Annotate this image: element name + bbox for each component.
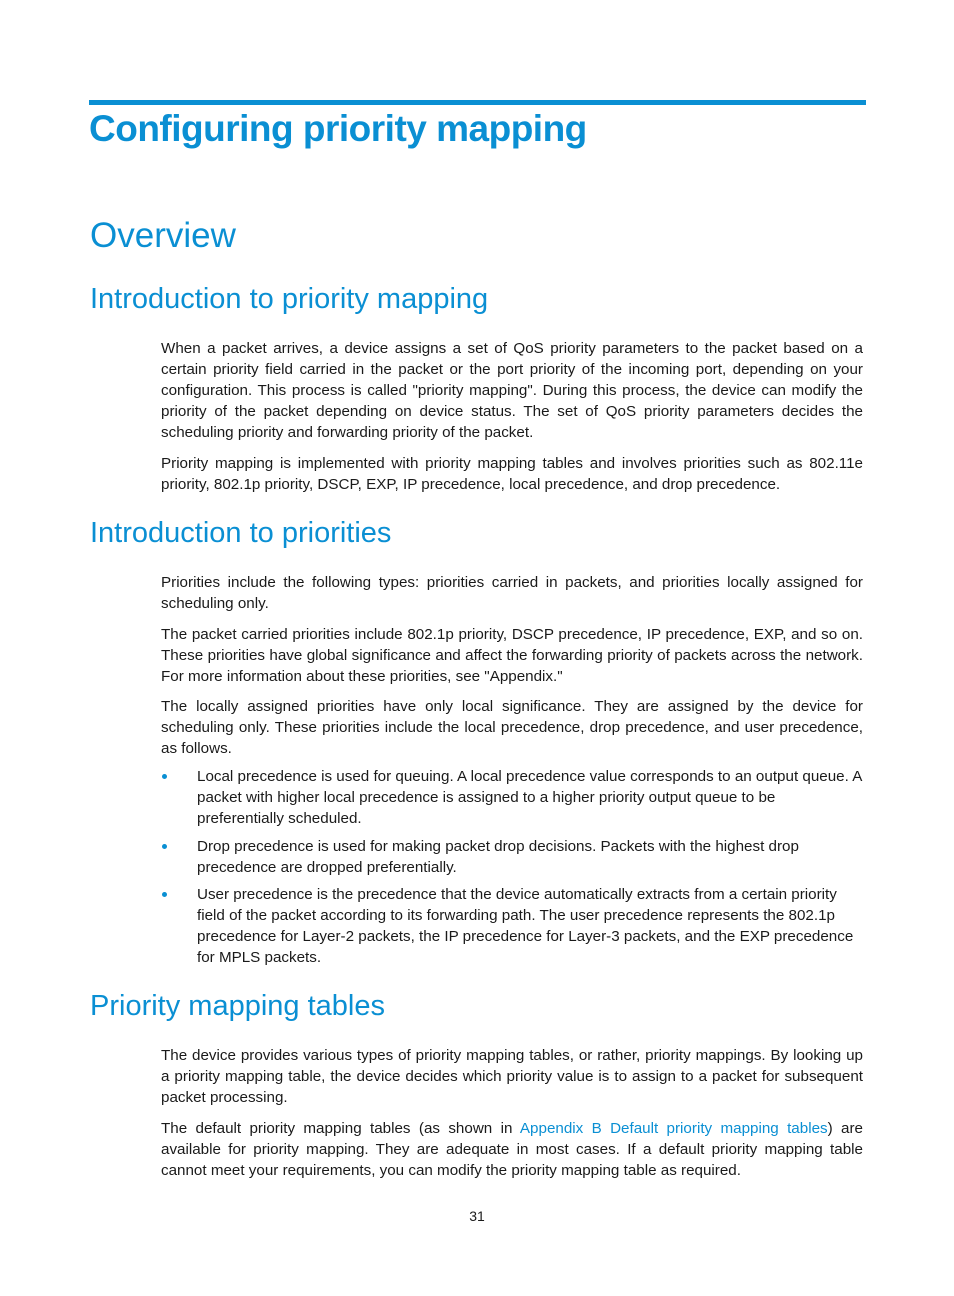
- paragraph: Priorities include the following types: priorities carried in packets, and priorities locally assigned for scheduling only.: [161, 574, 863, 612]
- paragraph: Priority mapping is implemented with priority mapping tables and involves priorities such as 802.11e priority, 802.1p priority, DSCP, EXP, IP precedence, local precedence, and drop precedence.: [161, 455, 863, 493]
- list-item: [161, 884, 863, 968]
- section-heading-intro-priority-mapping: Introduction to priority mapping: [90, 283, 489, 315]
- chapter-top-rule: [89, 100, 866, 105]
- list-item: [161, 836, 863, 878]
- paragraph: The packet carried priorities include 802.1p priority, DSCP precedence, IP precedence, EXP, and so on. These priorities have global significance and affect the forwarding priority of packets across the network. For more information about these priorities, see "Appendix.": [161, 626, 863, 685]
- paragraph: The device provides various types of priority mapping tables, or rather, priority mappings. By looking up a priority mapping table, the device decides which priority value is to assign to a packet for subsequent packet processing.: [161, 1047, 863, 1106]
- section-heading-priority-mapping-tables: Priority mapping tables: [90, 990, 385, 1022]
- chapter-title: Configuring priority mapping: [89, 108, 587, 149]
- paragraph: The locally assigned priorities have only local significance. They are assigned by the device for scheduling only. These priorities include the local precedence, drop precedence, and user precedence, as follows.: [161, 698, 863, 757]
- paragraph-text: ) are available for priority mapping. They are adequate in most cases. If a default priority mapping table cannot meet your requirements, you can modify the priority mapping table as required.: [161, 1120, 863, 1179]
- overview-heading: Overview: [90, 216, 236, 255]
- paragraph-text: The default priority mapping tables (as shown in: [161, 1120, 520, 1137]
- list-item-text: Drop precedence is used for making packet drop decisions. Packets with the highest drop precedence are dropped preferentially.: [197, 838, 799, 876]
- list-item: [161, 766, 863, 829]
- list-item-text: Local precedence is used for queuing. A local precedence value corresponds to an output queue. A packet with higher local precedence is assigned to a higher priority output queue to be preferentially scheduled.: [197, 768, 862, 827]
- paragraph: When a packet arrives, a device assigns a set of QoS priority parameters to the packet based on a certain priority field carried in the packet or the port priority of the incoming port, depending on your configuration. This process is called "priority mapping". During this process, the device can modify the priority of the packet depending on device status. The set of QoS priority parameters decides the scheduling priority and forwarding priority of the packet.: [161, 340, 863, 441]
- paragraph: [161, 1118, 863, 1181]
- bullet-icon: [162, 844, 167, 849]
- appendix-b-link[interactable]: Appendix B Default priority mapping tables: [519, 1120, 828, 1137]
- page-number: 31: [469, 1208, 485, 1224]
- list-item-text: User precedence is the precedence that the device automatically extracts from a certain priority field of the packet according to its forwarding path. The user precedence represents the 802.1p precedence for Layer-2 packets, the IP precedence for Layer-3 packets, and the EXP precedence for MPLS packets.: [197, 886, 854, 966]
- bullet-icon: [162, 774, 167, 779]
- bullet-icon: [162, 892, 167, 897]
- section-heading-intro-priorities: Introduction to priorities: [90, 517, 392, 549]
